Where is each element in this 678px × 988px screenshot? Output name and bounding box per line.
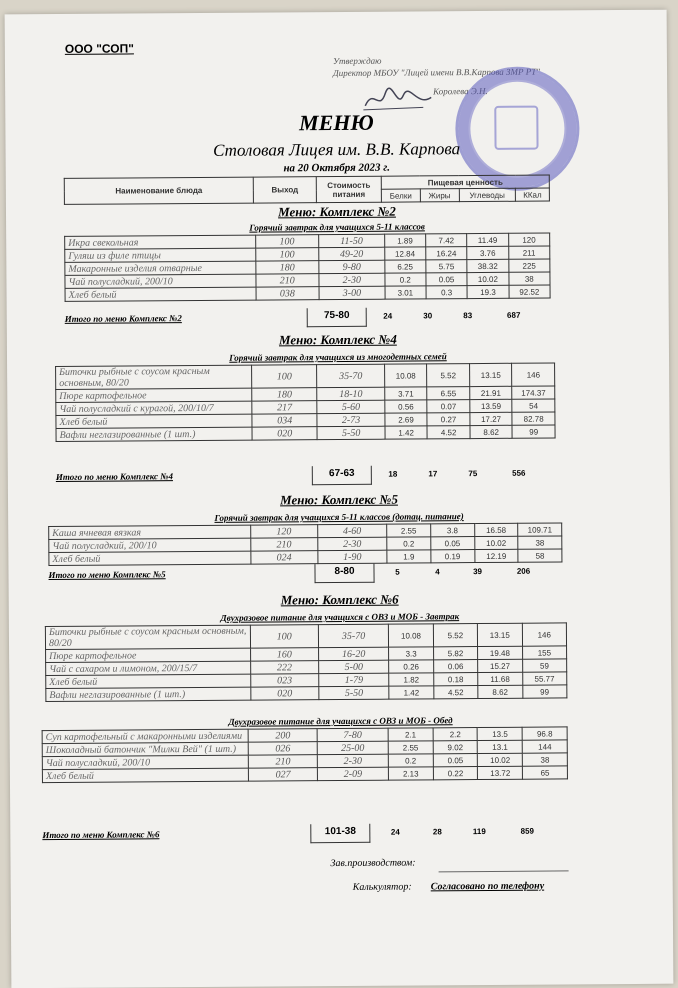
organization-name: ООО "СОП"	[64, 41, 134, 56]
total-proteins: 18	[388, 469, 398, 479]
fats-value: 0.05	[431, 537, 475, 550]
carbs-value: 19.3	[467, 285, 508, 298]
carbs-value: 12.19	[474, 549, 518, 562]
proteins-value: 1.42	[385, 426, 428, 439]
total-carbs: 75	[468, 469, 478, 479]
portion-output: 200	[248, 729, 317, 742]
dish-name: Пюре картофельное	[46, 648, 251, 662]
dish-price: 5-00	[319, 660, 389, 673]
proteins-value: 0.2	[387, 537, 431, 550]
table-row	[65, 285, 550, 301]
carbs-value: 16.58	[474, 523, 518, 536]
dish-price: 2-09	[317, 767, 388, 780]
total-price: 75-80	[307, 308, 367, 327]
proteins-value: 2.1	[388, 728, 433, 741]
total-carbs: 119	[472, 826, 486, 837]
section-title: Меню: Комплекс №5	[280, 491, 398, 508]
dish-name: Чай полусладкий, 200/10	[42, 755, 248, 769]
menu-table-complex-4	[55, 362, 556, 441]
approval-name: Королева Э.Н.	[433, 85, 488, 97]
total-fats: 17	[428, 469, 438, 479]
kcal-value: 58	[518, 549, 562, 562]
fats-value: 4.52	[434, 686, 478, 699]
section-title: Меню: Комплекс №2	[278, 203, 396, 220]
proteins-value: 10.08	[384, 364, 427, 387]
dish-price: 35-70	[318, 624, 389, 647]
kcal-value: 65	[523, 766, 568, 779]
total-proteins: 24	[390, 827, 400, 837]
total-fats: 30	[423, 311, 433, 321]
dish-name: Чай полусладкий, 200/10	[65, 274, 256, 288]
section-subtitle: Двухразовое питание для учащихся с ОВЗ и МОБ - Завтрак	[220, 611, 460, 623]
total-fats: 4	[435, 567, 440, 577]
dish-name: Суп картофельный с макаронными изделиями	[42, 729, 248, 743]
fats-value: 5.75	[426, 260, 467, 273]
total-label: Итого по меню Комплекс №6	[42, 829, 160, 841]
header-out: Выход	[253, 177, 316, 203]
section-title: Меню: Комплекс №6	[280, 591, 399, 608]
section-subtitle: Двухразовое питание для учащихся с ОВЗ и МОБ - Обед	[228, 715, 453, 727]
table-row	[46, 685, 567, 702]
total-price: 8-80	[314, 564, 374, 583]
dish-name: Икра свекольная	[65, 235, 256, 249]
portion-output: 210	[250, 538, 317, 551]
proteins-value: 3.01	[385, 286, 426, 299]
fats-value: 0.18	[433, 673, 477, 686]
kcal-value: 155	[522, 646, 567, 659]
carbs-value: 10.02	[474, 536, 518, 549]
proteins-value: 0.56	[385, 400, 428, 413]
portion-output: 038	[256, 287, 320, 300]
portion-output: 100	[255, 248, 319, 261]
fats-value: 0.06	[433, 660, 477, 673]
carbs-value: 3.76	[467, 246, 508, 259]
fats-value: 3.8	[430, 524, 474, 537]
dish-name: Хлеб белый	[42, 768, 248, 782]
fats-value: 2.2	[433, 728, 478, 741]
total-proteins: 24	[383, 311, 393, 321]
section-title: Меню: Комплекс №4	[278, 331, 397, 348]
fats-value: 7.42	[426, 234, 467, 247]
fats-value: 0.19	[431, 550, 475, 563]
total-kcal: 556	[512, 468, 526, 478]
portion-output: 180	[252, 388, 317, 401]
table-row	[56, 425, 555, 441]
dish-price: 25-00	[317, 741, 388, 754]
carbs-value: 13.72	[478, 766, 523, 779]
dish-name: Биточки рыбные с соусом красным основным, 80/20	[56, 365, 252, 389]
portion-output: 026	[248, 742, 317, 755]
total-kcal: 206	[516, 566, 531, 576]
portion-output: 217	[252, 401, 317, 414]
carbs-value: 13.15	[469, 363, 512, 386]
canteen-name: Столовая Лицея им. В.В. Карпова	[212, 139, 461, 160]
signature-line	[439, 870, 569, 872]
fats-value: 0.3	[426, 286, 467, 299]
section-subtitle: Горячий завтрак для учащихся из многодетных семей	[229, 351, 447, 363]
carbs-value: 11.49	[467, 233, 508, 246]
carbs-value: 11.68	[478, 672, 522, 685]
fats-value: 5.82	[433, 647, 477, 660]
agreed-by-phone: Согласовано по телефону	[430, 880, 545, 893]
dish-name: Хлеб белый	[65, 287, 256, 301]
carbs-value: 13.1	[478, 740, 523, 753]
proteins-value: 12.84	[384, 247, 425, 260]
portion-output: 222	[250, 661, 318, 674]
dish-price: 18-10	[317, 387, 385, 400]
total-price: 101-38	[310, 824, 370, 843]
carbs-value: 13.59	[470, 399, 513, 412]
proteins-value: 3.3	[389, 647, 433, 660]
kcal-value: 146	[522, 623, 567, 646]
dish-name: Хлеб белый	[49, 551, 251, 565]
total-kcal: 687	[507, 310, 521, 320]
portion-output: 120	[250, 525, 317, 538]
proteins-value: 2.55	[388, 741, 433, 754]
carbs-value: 15.27	[478, 659, 522, 672]
proteins-value: 1.89	[384, 234, 425, 247]
total-label: Итого по меню Комплекс №2	[64, 313, 182, 324]
total-carbs: 83	[463, 311, 473, 321]
dish-name: Гуляш из филе птицы	[65, 248, 256, 262]
proteins-value: 0.2	[388, 754, 433, 767]
dish-name: Каша ячневая вязкая	[49, 525, 251, 539]
portion-output: 180	[255, 261, 319, 274]
fats-value: 0.05	[433, 754, 478, 767]
menu-table-complex-5	[48, 522, 562, 566]
kcal-value: 99	[522, 685, 567, 698]
carbs-value: 19.48	[478, 646, 522, 659]
proteins-value: 3.71	[385, 387, 428, 400]
kcal-value: 82.78	[512, 412, 555, 425]
dish-name: Биточки рыбные с соусом красным основным, 80/20	[45, 625, 250, 649]
approval-position: Директор МБОУ "Лицей имени В.В.Карпова ЗМР РТ"	[332, 66, 541, 79]
production-manager-label: Зав.производством:	[330, 857, 416, 870]
portion-output: 023	[250, 674, 318, 687]
kcal-value: 55.77	[522, 672, 567, 685]
kcal-value: 38	[518, 536, 562, 549]
portion-output: 210	[249, 755, 318, 768]
header-nutrition: Пищевая ценность	[381, 175, 549, 189]
dish-price: 2-73	[317, 413, 385, 426]
carbs-value: 10.02	[467, 272, 508, 285]
header-proteins: Белки	[381, 189, 420, 202]
dish-price: 16-20	[318, 647, 388, 660]
dish-price: 49-20	[319, 247, 385, 260]
portion-output: 210	[255, 274, 319, 287]
portion-output: 020	[251, 687, 319, 700]
dish-price: 9-80	[319, 260, 385, 273]
menu-table-complex-6-breakfast	[45, 622, 568, 702]
portion-output: 100	[255, 235, 319, 248]
menu-table-complex-2	[64, 233, 550, 302]
dish-price: 1-90	[318, 550, 387, 563]
dish-price: 5-50	[317, 426, 385, 439]
proteins-value: 2.55	[387, 524, 431, 537]
portion-output: 027	[249, 768, 318, 781]
total-label: Итого по меню Комплекс №4	[55, 471, 173, 482]
header-table	[64, 175, 550, 205]
total-fats: 28	[432, 827, 442, 837]
dish-price: 2-30	[318, 537, 387, 550]
dish-name: Чай полусладкий с курагой, 200/10/7	[56, 401, 252, 415]
dish-price: 35-70	[317, 364, 385, 387]
kcal-value: 99	[512, 425, 555, 438]
fats-value: 0.22	[433, 767, 478, 780]
kcal-value: 59	[522, 659, 567, 672]
total-carbs: 39	[473, 567, 482, 577]
fats-value: 4.52	[427, 426, 470, 439]
kcal-value: 96.8	[522, 727, 567, 740]
carbs-value: 13.15	[478, 623, 523, 646]
fats-value: 16.24	[426, 247, 467, 260]
proteins-value: 1.9	[387, 550, 431, 563]
section-subtitle: Горячий завтрак для учащихся 5-11 классов (дотац. питание)	[214, 511, 464, 523]
dish-name: Чай с сахаром и лимоном, 200/15/7	[46, 661, 251, 675]
portion-output: 100	[250, 625, 318, 648]
dish-name: Хлеб белый	[56, 414, 252, 428]
table-row	[56, 363, 555, 389]
proteins-value: 2.13	[388, 767, 433, 780]
dish-name: Вафли неглазированные (1 шт.)	[56, 427, 252, 441]
carbs-value: 8.62	[478, 685, 522, 698]
fats-value: 0.05	[426, 273, 467, 286]
portion-output: 160	[250, 648, 318, 661]
page-title: МЕНЮ	[298, 109, 374, 136]
dish-name: Макаронные изделия отварные	[65, 261, 256, 275]
fats-value: 5.52	[433, 624, 478, 647]
proteins-value: 1.82	[389, 673, 433, 686]
proteins-value: 2.69	[385, 413, 428, 426]
carbs-value: 21.91	[470, 386, 513, 399]
kcal-value: 54	[512, 399, 555, 412]
section-subtitle: Горячий завтрак для учащихся 5-11 классов	[249, 221, 425, 233]
proteins-value: 0.2	[385, 273, 426, 286]
header-carbs: Углеводы	[459, 188, 516, 201]
dish-name: Чай полусладкий, 200/10	[49, 538, 251, 552]
proteins-value: 6.25	[384, 260, 425, 273]
menu-date: на 20 Октября 2023 г.	[283, 161, 390, 175]
dish-price: 4-60	[317, 524, 386, 537]
kcal-value: 225	[508, 259, 549, 272]
proteins-value: 10.08	[389, 624, 434, 647]
calculator-label: Калькулятор:	[352, 881, 412, 893]
dish-price: 5-60	[317, 400, 385, 413]
approval-label: Утверждаю	[332, 55, 382, 67]
total-price: 67-63	[312, 466, 372, 485]
portion-output: 024	[250, 551, 317, 564]
carbs-value: 10.02	[478, 753, 523, 766]
portion-output: 034	[252, 414, 317, 427]
menu-document	[5, 10, 674, 988]
kcal-value: 109.71	[518, 523, 562, 536]
dish-price: 7-80	[317, 728, 388, 741]
dish-price: 3-00	[319, 286, 385, 299]
carbs-value: 17.27	[470, 412, 513, 425]
header-kcal: ККал	[515, 188, 549, 201]
proteins-value: 0.26	[389, 660, 433, 673]
dish-price: 5-50	[319, 686, 389, 699]
total-kcal: 859	[520, 826, 535, 836]
dish-name: Хлеб белый	[46, 674, 251, 688]
dish-price: 2-30	[317, 754, 388, 767]
kcal-value: 174.37	[512, 386, 555, 399]
dish-name: Шоколадный батончик "Милки Вей" (1 шт.)	[42, 742, 248, 756]
kcal-value: 38	[509, 272, 550, 285]
kcal-value: 146	[512, 363, 555, 386]
kcal-value: 211	[508, 246, 549, 259]
portion-output: 020	[252, 427, 317, 440]
carbs-value: 13.5	[478, 727, 523, 740]
total-proteins: 5	[395, 567, 400, 577]
table-row	[42, 766, 567, 783]
menu-table-complex-6-lunch	[42, 726, 568, 783]
kcal-value: 120	[508, 233, 549, 246]
total-label: Итого по меню Комплекс №5	[48, 569, 166, 581]
dish-name: Вафли неглазированные (1 шт.)	[46, 687, 251, 701]
kcal-value: 92.52	[509, 285, 550, 298]
header-name: Наименование блюда	[64, 177, 253, 204]
header-fats: Жиры	[420, 189, 459, 202]
fats-value: 0.27	[427, 413, 470, 426]
carbs-value: 8.62	[470, 425, 513, 438]
table-row	[49, 549, 562, 566]
dish-price: 1-79	[319, 673, 389, 686]
carbs-value: 38.32	[467, 259, 508, 272]
kcal-value: 38	[522, 753, 567, 766]
fats-value: 0.07	[427, 400, 470, 413]
portion-output: 100	[252, 365, 318, 388]
fats-value: 5.52	[427, 364, 470, 387]
dish-price: 11-50	[319, 234, 385, 247]
fats-value: 9.02	[433, 741, 478, 754]
kcal-value: 144	[522, 740, 567, 753]
fats-value: 6.55	[427, 387, 470, 400]
header-price: Стоимость питания	[316, 176, 381, 202]
dish-price: 2-30	[319, 273, 385, 286]
dish-name: Пюре картофельное	[56, 388, 252, 402]
proteins-value: 1.42	[389, 686, 433, 699]
